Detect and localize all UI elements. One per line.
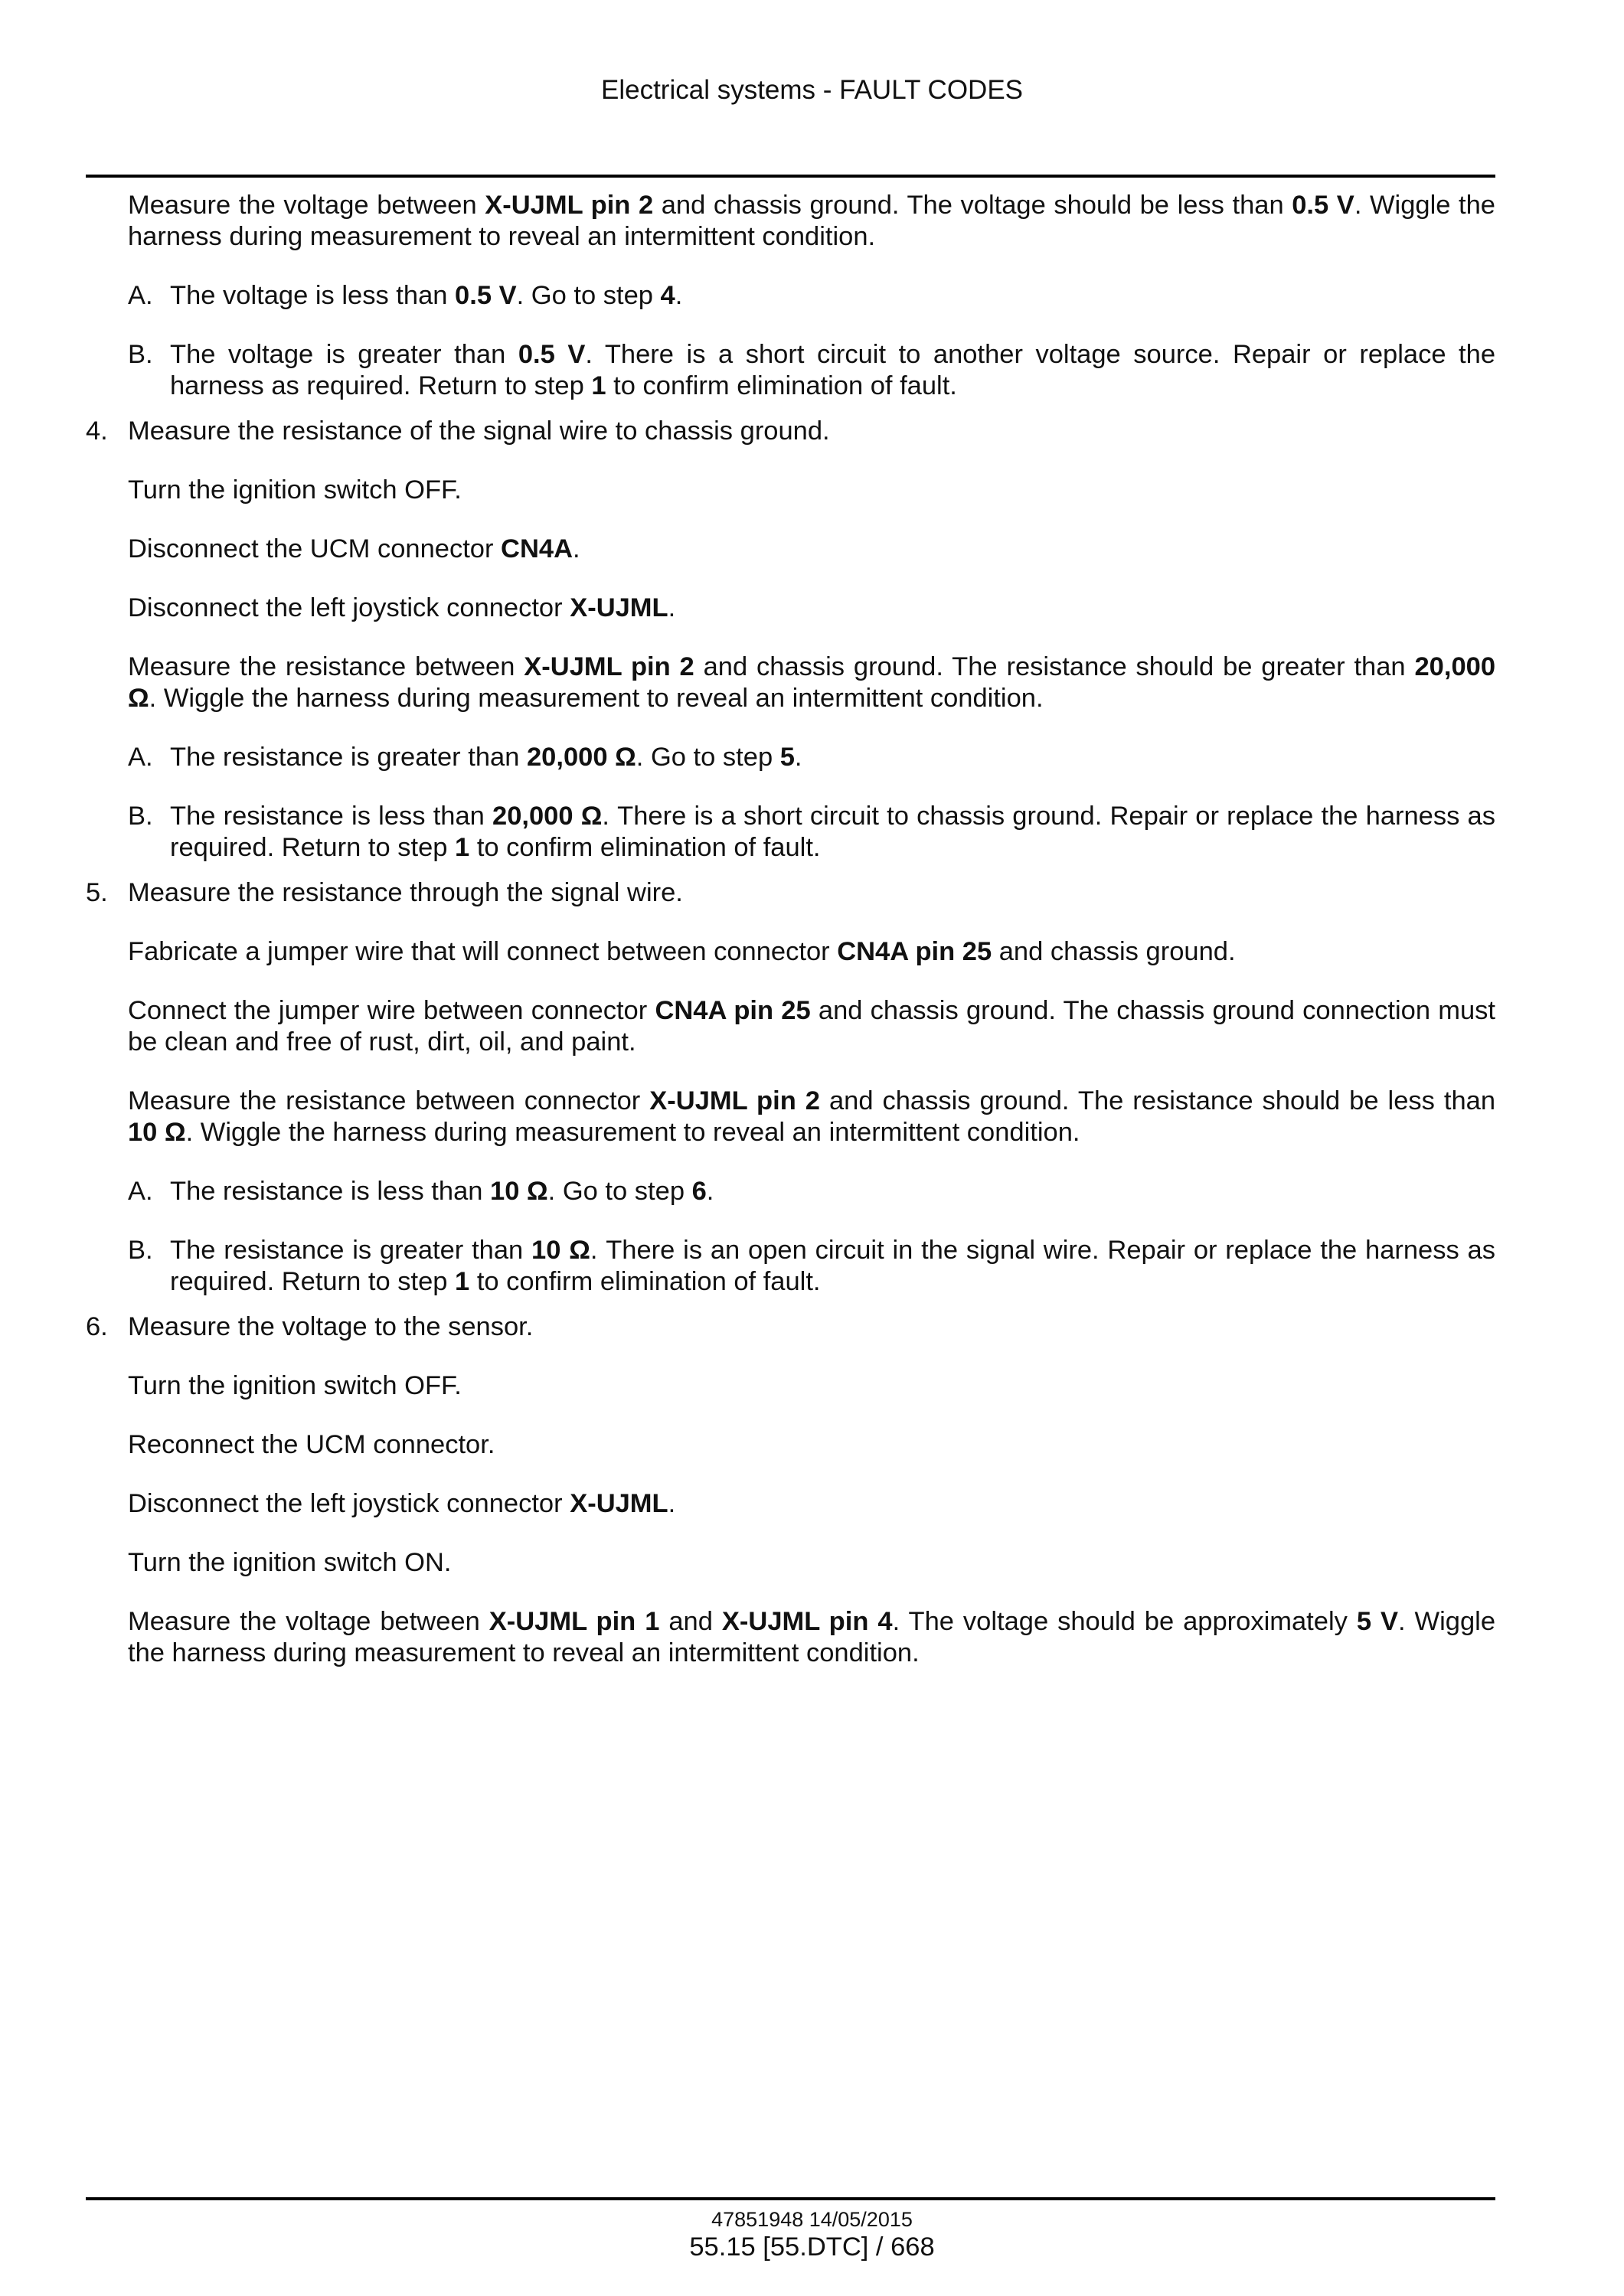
paragraph-measure-resistance-signal: Measure the resistance between connector X-UJML pin 2 and chassis ground. The resistance should be less than 10 Ω. Wiggle the harness during measurement to reveal an intermittent condition. [128,1086,1496,1147]
step-6: 6. Measure the voltage to the sensor. [86,1312,534,1341]
paragraph-disconnect-joystick: Disconnect the left joystick connector X-UJML. [128,593,676,622]
paragraph-connect-jumper: Connect the jumper wire between connector CN4A pin 25 and chassis ground. The chassis ground connection must be clean and free of rust, dirt, oil, and paint. [128,996,1495,1057]
document-body [86,190,1495,1697]
paragraph-disconnect-joystick-2: Disconnect the left joystick connector X-UJML. [128,1489,676,1518]
paragraph-measure-resistance: Measure the resistance between X-UJML pin 2 and chassis ground. The resistance should be greater than 20,000 Ω. Wiggle the harness during measurement to reveal an intermittent condition. [128,652,1496,713]
option-a-voltage-low: A. The voltage is less than 0.5 V. Go to step 4. [128,281,683,310]
paragraph-ignition-off-2: Turn the ignition switch OFF. [128,1371,462,1400]
paragraph-ignition-on: Turn the ignition switch ON. [128,1548,452,1577]
footer-page-number: 55.15 [55.DTC] / 668 [689,2232,935,2262]
option-a-resistance-high: A. The resistance is greater than 20,000 Ω. Go to step 5. [128,743,802,772]
paragraph-reconnect-ucm: Reconnect the UCM connector. [128,1430,495,1459]
step-5: 5. Measure the resistance through the signal wire. [86,878,683,907]
footer-divider [86,2197,1495,2200]
header-divider [86,175,1495,178]
footer-document-reference: 47851948 14/05/2015 [711,2208,913,2231]
paragraph-measure-voltage: Measure the voltage between X-UJML pin 2 and chassis ground. The voltage should be less than 0.5 V. Wiggle the harness during measurement to reveal an intermittent condition. [128,191,1495,251]
paragraph-fabricate-jumper: Fabricate a jumper wire that will connect between connector CN4A pin 25 and chassis ground. [128,937,1236,966]
paragraph-measure-sensor-voltage: Measure the voltage between X-UJML pin 1 and X-UJML pin 4. The voltage should be approximately 5 V. Wiggle the harness during measurement to reveal an intermittent condition. [128,1607,1496,1667]
paragraph-disconnect-ucm: Disconnect the UCM connector CN4A. [128,534,580,563]
option-a-resistance-low: A. The resistance is less than 10 Ω. Go to step 6. [128,1177,714,1206]
step-4: 4. Measure the resistance of the signal wire to chassis ground. [86,416,830,446]
option-b-resistance-high: B. The resistance is greater than 10 Ω. There is an open circuit in the signal wire. Repair or replace the harness as required. Return to step 1 to confirm elimination of fault. [128,1236,1495,1296]
paragraph-ignition-off: Turn the ignition switch OFF. [128,475,462,505]
page-header-title: Electrical systems - FAULT CODES [600,75,1024,105]
option-b-resistance-low: B. The resistance is less than 20,000 Ω. There is a short circuit to chassis ground. Repair or replace the harness as required. Return to step 1 to confirm elimination of fault. [128,802,1495,862]
option-b-voltage-high: B. The voltage is greater than 0.5 V. There is a short circuit to another voltage source. Repair or replace the harness as required. Return to step 1 to confirm elimination of fault. [128,340,1496,400]
